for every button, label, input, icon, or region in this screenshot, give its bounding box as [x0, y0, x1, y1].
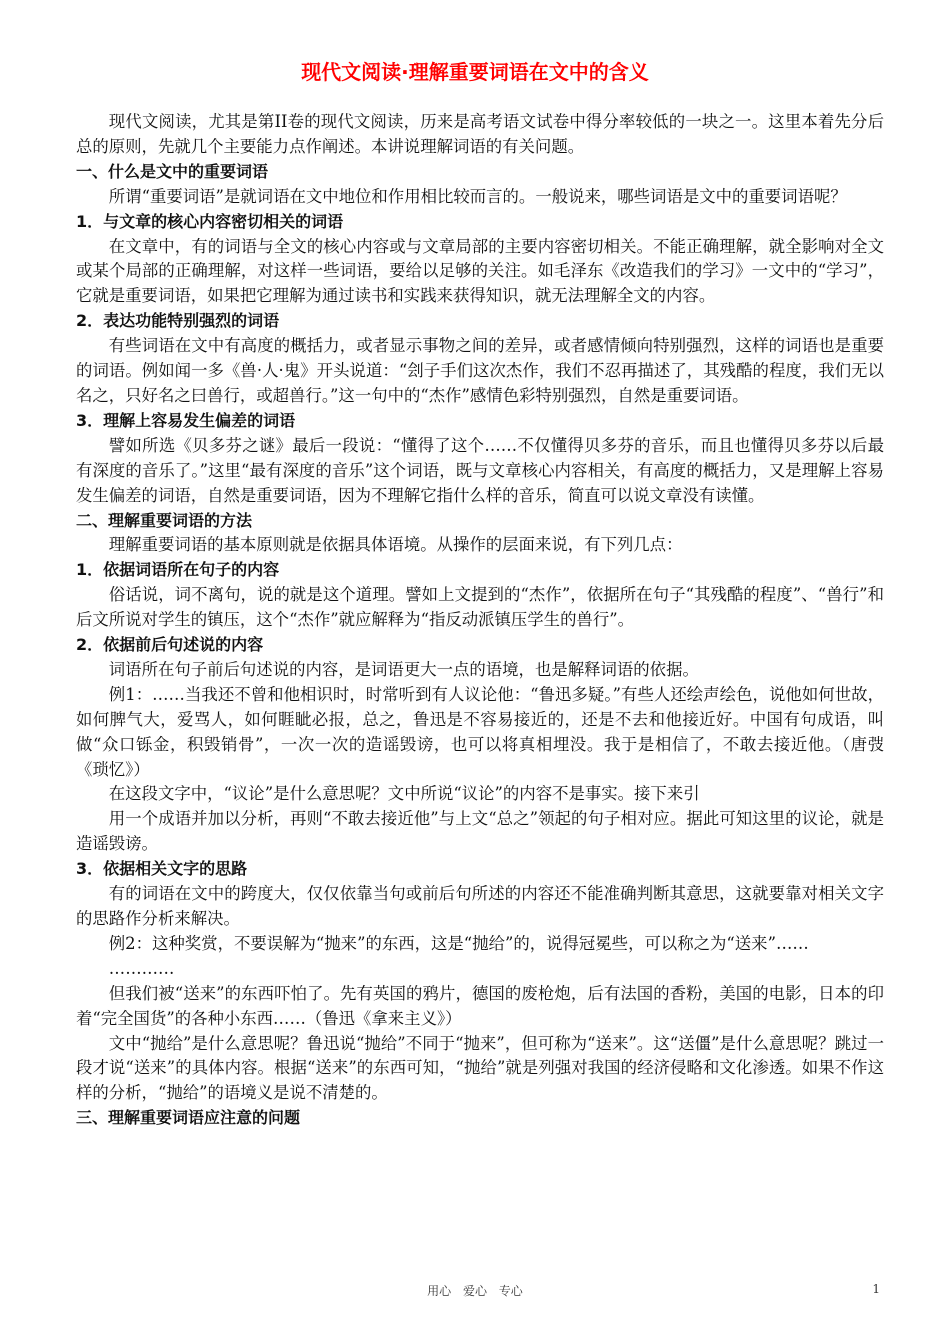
paragraph: 有些词语在文中有高度的概括力，或者显示事物之间的差异，或者感情倾向特别强烈，这样的词语也是重要的词语。例如闻一多《兽·人·鬼》开头说道：“刽子手们这次杰作，我们不忍再描述了，其残酷的程度，我们无以名之，只好名之曰兽行，或超兽行。”这一句中的“杰作”感情色彩特别强烈，自然是重要词语。	[76, 336, 884, 405]
section-heading: 三、理解重要词语应注意的问题	[76, 1108, 301, 1128]
paragraph: 俗话说，词不离句，说的就是这个道理。譬如上文提到的“杰作”，依据所在句子“其残酷的程度”、“兽行”和后文所说对学生的镇压，这个“杰作”就应解释为“指反动派镇压学生的兽行”。	[76, 585, 884, 630]
paragraph: 有的词语在文中的跨度大，仅仅依靠当句或前后句所述的内容还不能准确判断其意思，这就要靠对相关文字的思路作分析来解决。	[76, 884, 884, 928]
example-quote: 但我们被“送来”的东西吓怕了。先有英国的鸦片，德国的废枪炮，后有法国的香粉，美国的电影，日本的印着“完全国货”的各种小东西……（鲁迅《拿来主义》）	[76, 983, 884, 1028]
subsection-heading: 3．理解上容易发生偏差的词语	[76, 410, 296, 430]
paragraph: 所谓“重要词语”是就词语在文中地位和作用相比较而言的。一般说来，哪些词语是文中的重要词语呢？	[108, 186, 847, 206]
paragraph: 现代文阅读，尤其是第II卷的现代文阅读，历来是高考语文试卷中得分率较低的一块之一。这里本着先分后总的原则，先就几个主要能力点作阐述。本讲说理解词语的有关问题。	[76, 112, 884, 156]
subsection-heading: 1．依据词语所在句子的内容	[76, 560, 280, 580]
section-heading: 一、什么是文中的重要词语	[76, 161, 269, 181]
example-quote: 例1：……当我还不曾和他相识时，时常听到有人议论他：“鲁迅多疑。”有些人还绘声绘色，说他如何世故，如何脾气大，爱骂人，如何睚眦必报，总之，鲁迅是不容易接近的，还是不去和他接近好。中国有句成语，叫做“众口铄金，积毁销骨”，一次一次的造谣毁谤，也可以将真相埋没。我于是相信了，不敢去接近他。（唐弢《琐忆》）	[76, 684, 884, 779]
paragraph: 在文章中，有的词语与全文的核心内容或与文章局部的主要内容密切相关。不能正确理解，就全影响对全文或某个局部的正确理解，对这样一些词语，要给以足够的关注。如毛泽东《改造我们的学习》一文中的“学习”，它就是重要词语，如果把它理解为通过读书和实践来获得知识，就无法理解全文的内容。	[76, 236, 884, 306]
paragraph: 理解重要词语的基本原则就是依据具体语境。从操作的层面来说，有下列几点：	[108, 535, 683, 555]
article-body	[76, 110, 884, 1131]
ellipsis-line: …………	[108, 958, 175, 978]
paragraph: 文中“抛给”是什么意思呢？鲁迅说“抛给”不同于“抛来”，但可称为“送来”。这“送僵”是什么意思呢？跳过一段才说“送来”的具体内容。根据“送来”的东西可知，“抛给”就是列强对我国的经济侵略和文化渗透。如果不作这样的分析，“抛给”的语境义是说不清楚的。	[76, 1033, 884, 1103]
section-heading: 二、理解重要词语的方法	[76, 510, 253, 530]
subsection-heading: 2．依据前后句述说的内容	[76, 635, 264, 655]
subsection-heading: 1．与文章的核心内容密切相关的词语	[76, 211, 344, 231]
paragraph: 譬如所选《贝多芬之谜》最后一段说：“懂得了这个……不仅懂得贝多芬的音乐，而且也懂得贝多芬以后最有深度的音乐了。”这里“最有深度的音乐”这个词语，既与文章核心内容相关，有高度的概括力，又是理解上容易发生偏差的词语，自然是重要词语，因为不理解它指什么样的音乐，简直可以说文章没有读懂。	[76, 435, 884, 505]
example-quote: 例2：这种奖赏，不要误解为“抛来”的东西，这是“抛给”的，说得冠冕些，可以称之为“送来”……	[108, 933, 809, 953]
subsection-heading: 2．表达功能特别强烈的词语	[76, 311, 280, 331]
paragraph: 词语所在句子前后句述说的内容，是词语更大一点的语境，也是解释词语的依据。	[108, 659, 699, 679]
page-title: 现代文阅读·理解重要词语在文中的含义	[301, 60, 649, 84]
subsection-heading: 3．依据相关文字的思路	[76, 859, 248, 879]
paragraph: 用一个成语并加以分析，再则“不敢去接近他”与上文“总之”领起的句子相对应。据此可知这里的议论，就是造谣毁谤。	[76, 809, 884, 854]
page-number: 1	[872, 1282, 880, 1296]
paragraph: 在这段文字中，“议论”是什么意思呢？文中所说“议论”的内容不是事实。接下来引	[108, 784, 700, 804]
footer-motto: 用心 爱心 专心	[427, 1284, 523, 1298]
